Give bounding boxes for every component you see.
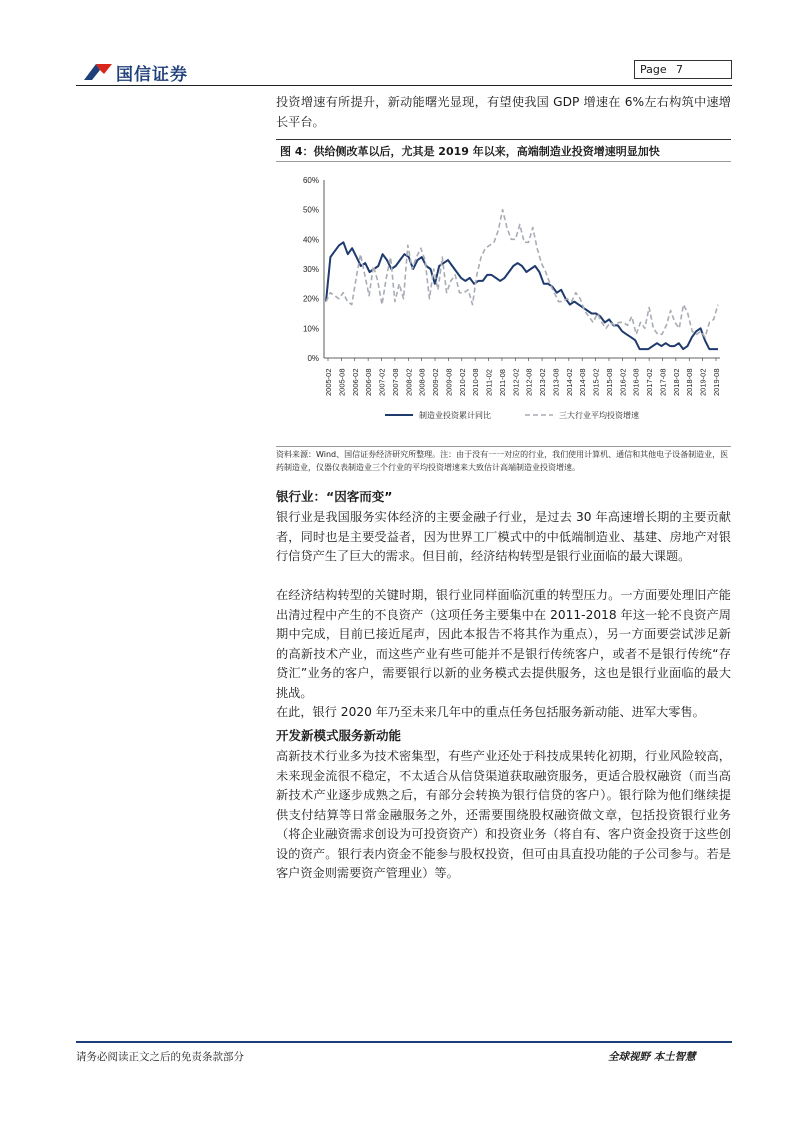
y-tick-label: 0%	[307, 354, 319, 363]
figure-title-bar	[276, 139, 731, 162]
y-tick-label: 50%	[302, 205, 319, 215]
x-tick-label: 2015-02	[591, 368, 601, 396]
x-tick-label: 2019-02	[698, 368, 708, 396]
y-tick-label: 60%	[302, 176, 319, 185]
x-tick-label: 2005-08	[337, 368, 347, 396]
subsection-heading: 开发新模式服务新动能	[276, 728, 402, 743]
x-tick-label: 2015-08	[604, 368, 614, 396]
x-tick-label: 2005-02	[324, 368, 333, 396]
x-tick-label: 2014-02	[564, 368, 574, 396]
page-number: 7	[676, 63, 683, 76]
x-tick-label: 2006-08	[364, 368, 374, 396]
figure-source-note: 资料来源：Wind、国信证券经济研究所整理。注：由于没有一一对应的行业，我们使用计算机、通信和其他电子设备制造业，医药制造业，仪器仪表制造业三个行业的平均投资增速来大致估计高端制造业投资增速。	[276, 446, 731, 474]
x-tick-label: 2018-08	[685, 368, 695, 396]
y-tick-label: 40%	[302, 235, 319, 245]
x-tick-label: 2016-08	[631, 368, 641, 396]
page-label: Page	[640, 63, 667, 76]
x-tick-label: 2013-08	[551, 368, 561, 396]
section-paragraph-3: 在此，银行 2020 年乃至未来几年中的重点任务包括服务新动能、进军大零售。	[276, 705, 705, 719]
series-line-manufacturing	[326, 242, 718, 349]
y-tick-label: 20%	[302, 294, 319, 304]
x-tick-label: 2007-08	[390, 368, 400, 396]
footer-slogan: 全球视野 本土智慧	[608, 1051, 696, 1063]
x-tick-label: 2009-02	[431, 368, 441, 396]
x-tick-label: 2008-08	[417, 368, 427, 396]
series-line-three-industries	[326, 210, 718, 338]
x-tick-label: 2007-02	[377, 368, 387, 396]
footer-rule	[76, 1041, 732, 1043]
x-tick-label: 2011-02	[484, 369, 494, 396]
x-tick-label: 2010-08	[471, 368, 481, 396]
section-paragraph-4: 高新技术行业多为技术密集型，有些产业还处于科技成果转化初期，行业风险较高，未来现金流很不稳定，不太适合从信贷渠道获取融资服务，更适合股权融资（而当高新技术产业逐步成熟之后，有部分会转换为银行信贷的客户）。银行除为他们继续提供支付结算等日常金融服务之外，还需要围绕股权融资做文章，包括投资银行业务（将企业融资需求创设为可投资资产）和投资业务（将自有、客户资金投资于这些创设的资产。银行表内资金不能参与股权投资，但可由具直投功能的子公司参与。若是客户资金则需要资产管理业）等。	[276, 749, 731, 880]
x-tick-label: 2017-02	[645, 368, 655, 396]
legend-label: 制造业投资累计同比	[419, 411, 491, 420]
section-paragraph-2: 在经济结构转型的关键时期，银行业同样面临沉重的转型压力。一方面要处理旧产能出清过程中产生的不良资产（这项任务主要集中在 2011-2018 年这一轮不良资产周期中完成，目前已接近尾声，因此本报告不将其作为重点），另一方面要尝试涉足新的高新技术产业，而这些产业有些可能并不是银行传统客户，或者不是银行传统“存贷汇”业务的客户，需要银行以新的业务模式去提供服务，这也是银行业面临的最大挑战。	[276, 588, 731, 700]
x-tick-label: 2019-08	[712, 368, 721, 396]
x-tick-label: 2009-08	[444, 368, 454, 396]
header-rule	[76, 85, 732, 86]
legend-label: 三大行业平均投资增速	[559, 411, 639, 420]
x-tick-label: 2014-08	[578, 368, 588, 396]
x-tick-label: 2010-02	[457, 368, 467, 396]
x-tick-label: 2013-02	[538, 368, 548, 396]
figure-title: 图 4：供给侧改革以后，尤其是 2019 年以来，高端制造业投资增速明显加快	[280, 145, 660, 158]
section-heading: 银行业：“因客而变”	[276, 489, 393, 504]
y-tick-label: 30%	[302, 265, 319, 274]
investment-growth-chart	[290, 168, 730, 438]
x-tick-label: 2008-02	[404, 368, 414, 396]
x-tick-label: 2006-02	[350, 368, 360, 396]
x-tick-label: 2012-02	[511, 368, 521, 396]
logo-text: 国信证券	[116, 65, 188, 85]
company-logo	[82, 58, 202, 84]
x-tick-label: 2012-08	[524, 368, 534, 396]
x-tick-label: 2011-08	[497, 369, 507, 396]
intro-paragraph: 投资增速有所提升，新动能曙光显现，有望使我国 GDP 增速在 6%左右构筑中速增长平台。	[276, 95, 731, 129]
page-indicator	[634, 60, 732, 79]
y-tick-label: 10%	[302, 324, 319, 334]
footer-disclaimer: 请务必阅读正文之后的免责条款部分	[76, 1051, 244, 1063]
logo-mark-icon	[82, 60, 114, 82]
x-tick-label: 2018-02	[671, 368, 681, 396]
x-tick-label: 2017-08	[658, 368, 668, 396]
x-tick-label: 2016-02	[618, 368, 628, 396]
section-paragraph-1: 银行业是我国服务实体经济的主要金融子行业，是过去 30 年高速增长期的主要贡献者，同时也是主要受益者，因为世界工厂模式中的中低端制造业、基建、房地产对银行信贷产生了巨大的需求。但目前，经济结构转型是银行业面临的最大课题。	[276, 510, 731, 563]
